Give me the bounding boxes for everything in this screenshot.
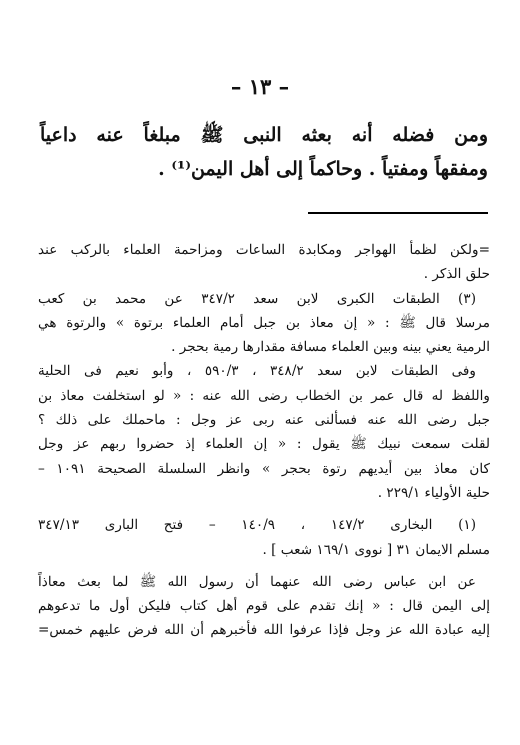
footnote-line: مرسلا قال ﷺ : « إن معاذ بن جبل أمام العلماء برتوة » والرتوة هي [38, 314, 490, 331]
footnote-line: =ولكن لظمأ الهواجر ومكابدة الساعات ومزاحمة العلماء بالركب عند [38, 242, 490, 258]
main-text-line-2 [93, 152, 488, 186]
footnotes [38, 238, 490, 643]
footnote-line: (٣) الطبقات الكبرى لابن سعد ٣٤٧/٢ عن محمد بن كعب [38, 290, 476, 307]
footnote-line: حلية الأولياء ٢٢٩/١ . [377, 484, 490, 501]
footnote-line: إلى اليمن قال : « إنك تقدم على قوم أهل كتاب فليكن أول ما تدعوهم [38, 598, 490, 615]
footnote-separator [308, 212, 488, 214]
footnote-line: إليه عبادة الله عز وجل فإذا عرفوا الله فأخبرهم أن الله فرض عليهم خمس= [38, 622, 490, 639]
footnote-line: واللفظ له قال عمر بن الخطاب رضى الله عنه : « لو استخلفت معاذ بن [38, 387, 490, 404]
main-text-line: ومن فضله أنه بعثه النبى ﷺ مبلغاً عنه داعياً [40, 124, 488, 146]
footnote-line: جبل رضى الله عنه فسألنى عنه ربى عز وجل : ماحملك على ذلك ؟ [38, 412, 490, 429]
main-text-line: ومفقهاً ومفتياً . وحاكماً إلى أهل اليمن⁽¹⁾ . [158, 158, 488, 180]
footnote-line: كان معاذ بين أيديهم رتوة بحجر » وانظر السلسلة الصحيحة ١٠٩١ – [38, 460, 490, 477]
page-number: – ١٣ – [230, 74, 290, 99]
footnote-line: لقلت سمعت نبيك ﷺ يقول : « إن العلماء إذ حضروا ربهم عز وجل [38, 436, 490, 453]
footnote-line: حلق الذكر . [423, 266, 490, 283]
footnote-line: وفى الطبقات لابن سعد ٣٤٨/٢ ، ٥٩٠/٣ ، وأبو نعيم فى الحلية [38, 363, 476, 380]
footnote-line: الرمية يعني بينه وبين العلماء مسافة مقدارها رمية بحجر . [171, 339, 490, 356]
main-text-line-1 [40, 118, 488, 152]
footnote-line: مسلم الايمان ٣١ [ نووى ١٦٩/١ شعب ] . [262, 541, 490, 558]
footnote-line: (١) البخارى ١٤٧/٢ ، ١٤٠/٩ – فتح البارى ٣٤٧/١٣ [38, 517, 477, 534]
footnote-line: عن ابن عباس رضى الله عنهما أن رسول الله ﷺ لما بعث معاذاً [38, 573, 476, 590]
